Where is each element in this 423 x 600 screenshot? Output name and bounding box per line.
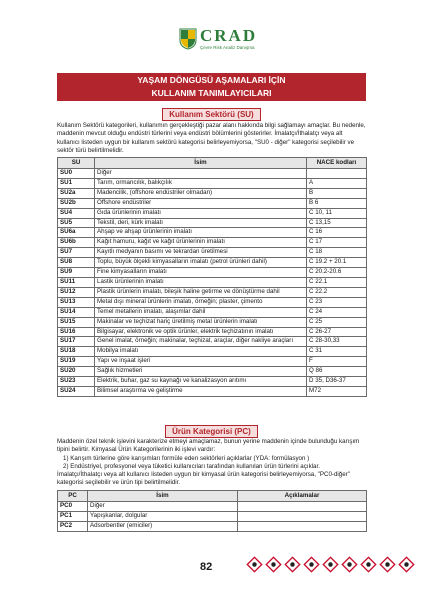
pc-description [57,438,366,488]
su-name-cell: Makinalar ve teçhizat hariç üretilmiş metal ürünlerin imalatı [95,317,307,327]
pc-section-header [57,425,366,438]
table-row [58,357,367,367]
su-code-cell: SU24 [58,386,95,396]
pc-item-1: 1) Karışım türlerine göre karışımları formüle eden sektörleri açıklarlar (YDA: formülasyon ) [63,454,310,462]
su-name-cell: Metal dışı mineral ürünlerin imalatı, örneğin; plaster, çimento [95,297,307,307]
table-row [58,169,367,179]
pc-paragraph-2: İmalatçı/İthalatçı veya alt kullanıcı listeden uygun bir kimyasal ürün kategorisi belirleyemiyorsa, "PC0-diğer" kategorisi seçilebilir ve ürün tipi belirtilmelidir. [57,471,350,487]
pc-section-header-label: Ürün Kategorisi (PC) [165,425,258,438]
su-code-cell: SU17 [58,337,95,347]
table-row [58,287,367,297]
su-code-cell: SU11 [58,277,95,287]
su-extra-cell: C 28-30,33 [307,337,367,347]
pc-paragraph-1: Maddenin özel teknik işlevini karakterize etmeyi amaçlamaz, bunun yerine maddenin içinde bulunduğu karışım tipini belirtir. Kimyasal Ürün Kategorilerinin iki işlevi vardır: [57,438,360,454]
table-row [58,502,367,512]
exploding-bomb-icon [246,556,263,573]
su-column-header: SU [58,158,95,169]
su-code-cell: SU0 [58,169,95,179]
su-code-cell: SU18 [58,347,95,357]
su-code-cell: SU2a [58,188,95,198]
su-column-header: İsim [95,158,307,169]
su-code-cell: SU13 [58,297,95,307]
su-extra-cell: C 31 [307,347,367,357]
su-code-cell: SU23 [58,377,95,387]
su-name-cell: Temel metallerin imalatı, alaşımlar dahil [95,307,307,317]
su-description: Kullanım Sektörü kategorileri, kullanımın gerçekleştiği pazar alanı hakkında bilgi sağlamayı amaçlar. Bu nedenle, maddenin mevcut olduğu endüstri türlerini veya endüstri bölümlerini gösterirler. İmalatçı/İthalatçı veya alt kullanıcı listeden uygun bir kullanım sektörü kategorisi belirleyemiyorsa, "SU0 - diğer" kategorisi seçilebilir ve sektör türü belirtilmelidir. [57,122,366,154]
su-code-cell: SU15 [58,317,95,327]
su-code-cell: SU20 [58,367,95,377]
health-hazard-icon [379,556,396,573]
su-extra-cell: B 6 [307,198,367,208]
su-code-cell: SU1 [58,178,95,188]
table-row [58,327,367,337]
su-code-cell: SU14 [58,307,95,317]
su-code-cell: SU6a [58,228,95,238]
su-name-cell: Elektrik, buhar, gaz su kaynağı ve kanalizasyon arıtımı [95,377,307,387]
su-code-cell: SU2b [58,198,95,208]
flame-over-circle-icon [284,556,301,573]
logo-name: CRAD [200,26,258,45]
su-name-cell: Genel imalat, örneğin; makinalar, teçhizat, araçlar, diğer nakliye araçları [95,337,307,347]
su-name-cell: Bilgisayar, elektronik ve optik ürünler, elektrik teçhizatının imalatı [95,327,307,337]
pc-column-header: Açıklamalar [238,491,367,502]
su-header-row [58,158,367,169]
su-name-cell: Madencilik, (offshore endüstriler olmadan) [95,188,307,198]
table-row [58,248,367,258]
pc-code-cell: PC1 [58,511,88,521]
corrosion-icon [322,556,339,573]
su-extra-cell: D 35, D36-37 [307,377,367,387]
su-name-cell: Gıda ürünlerinin imalatı [95,208,307,218]
table-row [58,367,367,377]
su-section-header-label: Kullanım Sektörü (SU) [162,108,260,121]
su-column-header: NACE kodları [307,158,367,169]
su-name-cell: Yapı ve inşaat işleri [95,357,307,367]
su-name-cell: Toplu, büyük ölçekli kimyasalların imalatı (petrol ürünleri dahil) [95,258,307,268]
su-name-cell: Bilimsel araştırma ve geliştirme [95,386,307,396]
su-extra-cell: B [307,188,367,198]
su-extra-cell: A [307,178,367,188]
su-name-cell: Sağlık hizmetleri [95,367,307,377]
pc-item-2: 2) Endüstriyel, profesyonel veya tüketici kullanıcıları tarafından kullanılan ürün türlerini açıklar. [63,462,320,470]
su-name-cell: Kayıtlı medyanın basımı ve tekrardan üretilmesi [95,248,307,258]
su-name-cell: Tarım, ormancılık, balıkçılık [95,178,307,188]
pc-extra-cell [238,502,367,512]
su-code-cell: SU5 [58,218,95,228]
su-extra-cell: C 22.1 [307,277,367,287]
pc-name-cell: Adsorbentler (emiciler) [88,521,238,531]
su-extra-cell [307,169,367,179]
environment-icon [398,556,415,573]
su-code-cell: SU7 [58,248,95,258]
pc-column-header: PC [58,491,88,502]
table-row [58,208,367,218]
title-line-1: YAŞAM DÖNGÜSÜ AŞAMALARI İÇİN [137,75,286,85]
su-table [57,157,367,397]
su-extra-cell: C 17 [307,238,367,248]
su-code-cell: SU19 [58,357,95,367]
shield-icon [179,28,197,50]
su-name-cell: Fine kimyasalların imalatı [95,268,307,278]
su-name-cell: Mobilya imalatı [95,347,307,357]
table-row [58,188,367,198]
su-code-cell: SU9 [58,268,95,278]
logo-subtitle: Çevre Risk Analiz Danışma [200,45,255,50]
pc-extra-cell [238,511,367,521]
su-name-cell: Diğer [95,169,307,179]
table-row [58,347,367,357]
su-name-cell: Ahşap ve ahşap ürünlerinin imalatı [95,228,307,238]
su-code-cell: SU16 [58,327,95,337]
su-extra-cell: M72 [307,386,367,396]
crad-logo [179,28,259,58]
title-line-2: KULLANIM TANIMLAYICILARI [151,88,272,98]
pc-column-header: İsim [88,491,238,502]
table-row [58,268,367,278]
table-row [58,198,367,208]
pc-extra-cell [238,521,367,531]
pc-name-cell: Yapışkanlar, dolgular [88,511,238,521]
su-extra-cell: C 20.2-20.6 [307,268,367,278]
page-number: 82 [200,561,213,573]
su-extra-cell: C 22.2 [307,287,367,297]
su-extra-cell: C 19.2 + 20.1 [307,258,367,268]
pc-name-cell: Diğer [88,502,238,512]
su-extra-cell: C 23 [307,297,367,307]
table-row [58,228,367,238]
exclamation-icon [360,556,377,573]
table-row [58,258,367,268]
table-row [58,178,367,188]
su-name-cell: Offshore endüstriler [95,198,307,208]
su-name-cell: Plastik ürünlerin imalatı, bileşik haline getirme ve dönüştürme dahil [95,287,307,297]
su-code-cell: SU6b [58,238,95,248]
table-row [58,307,367,317]
su-code-cell: SU12 [58,287,95,297]
table-row [58,218,367,228]
su-code-cell: SU8 [58,258,95,268]
su-extra-cell: Q 86 [307,367,367,377]
su-code-cell: SU4 [58,208,95,218]
pc-header-row [58,491,367,502]
pc-table [57,490,367,532]
pc-code-cell: PC2 [58,521,88,531]
table-row [58,511,367,521]
table-row [58,521,367,531]
table-row [58,297,367,307]
su-extra-cell: C 16 [307,228,367,238]
su-extra-cell: C 24 [307,307,367,317]
su-name-cell: Lastik ürünlerinin imalatı [95,277,307,287]
table-row [58,277,367,287]
su-extra-cell: C 13,15 [307,218,367,228]
su-extra-cell: C 26-27 [307,327,367,337]
su-name-cell: Tekstil, deri, kürk imalatı [95,218,307,228]
su-extra-cell: C 10, 11 [307,208,367,218]
su-extra-cell: F [307,357,367,367]
table-row [58,386,367,396]
su-extra-cell: C 25 [307,317,367,327]
flame-icon [265,556,282,573]
table-row [58,377,367,387]
page-title [57,73,366,101]
su-extra-cell: C 18 [307,248,367,258]
gas-cylinder-icon [303,556,320,573]
table-row [58,337,367,347]
su-section-header [57,108,366,121]
table-row [58,238,367,248]
skull-icon [341,556,358,573]
pc-code-cell: PC0 [58,502,88,512]
table-row [58,317,367,327]
su-name-cell: Kağıt hamuru, kağıt ve kağıt ürünlerinin imalatı [95,238,307,248]
